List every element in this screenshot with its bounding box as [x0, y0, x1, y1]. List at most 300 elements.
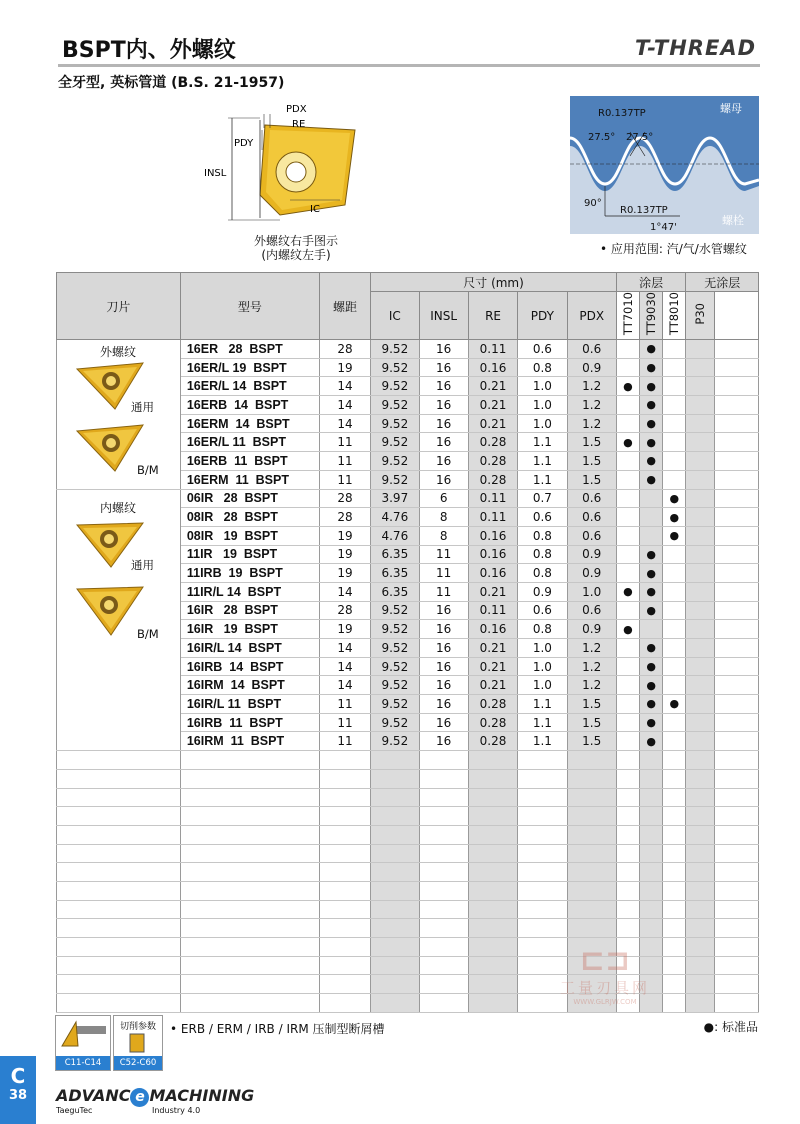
pitch-cell: 28	[319, 340, 370, 359]
empty-cell	[663, 863, 686, 882]
pdx-cell: 1.5	[567, 713, 616, 732]
insl-cell: 16	[419, 732, 468, 751]
empty-cell	[714, 900, 758, 919]
tt7010-cell	[616, 526, 639, 545]
pdy-cell: 1.1	[518, 470, 567, 489]
header-tt8010: TT8010	[667, 292, 682, 336]
ic-cell: 9.52	[371, 414, 419, 433]
empty-cell	[663, 769, 686, 788]
standard-legend: ●: 标准品	[703, 1020, 758, 1034]
empty-cell	[319, 956, 370, 975]
tt9030-cell: ●	[640, 564, 663, 583]
pdx-label: PDX	[286, 104, 307, 115]
empty-cell	[518, 825, 567, 844]
pdx-cell: 0.9	[567, 564, 616, 583]
pdy-cell: 1.0	[518, 396, 567, 415]
empty-cell	[371, 825, 419, 844]
empty-cell	[640, 751, 663, 770]
tt8010-cell	[663, 452, 686, 471]
re-cell: 0.28	[468, 713, 517, 732]
empty-cell	[319, 769, 370, 788]
tt8010-cell	[663, 639, 686, 658]
p30-cell	[686, 657, 714, 676]
re-cell: 0.16	[468, 620, 517, 639]
empty-cell	[518, 844, 567, 863]
empty-cell	[714, 751, 758, 770]
empty-cell	[714, 825, 758, 844]
tt7010-cell	[616, 639, 639, 658]
re-cell: 0.16	[468, 545, 517, 564]
empty-cell	[57, 881, 181, 900]
model-cell: 16IR 28 BSPT	[180, 601, 319, 620]
pitch-cell: 14	[319, 676, 370, 695]
p30-cell	[686, 713, 714, 732]
ref-cutting-pages: C52-C60	[114, 1056, 162, 1070]
empty-cell	[468, 919, 517, 938]
empty-cell	[319, 938, 370, 957]
re-cell: 0.21	[468, 396, 517, 415]
re-cell: 0.11	[468, 340, 517, 359]
pitch-cell: 28	[319, 489, 370, 508]
tt7010-cell	[616, 508, 639, 527]
re-cell: 0.16	[468, 526, 517, 545]
p30-cell	[686, 545, 714, 564]
tt9030-cell: ●	[640, 452, 663, 471]
advance-machining-logo	[56, 1086, 254, 1107]
pitch-cell: 14	[319, 377, 370, 396]
angle-90-label: 90°	[584, 198, 602, 209]
tt9030-cell: ●	[640, 732, 663, 751]
empty-cell	[371, 788, 419, 807]
tt7010-cell	[616, 452, 639, 471]
header-pdx: PDX	[567, 292, 616, 340]
re-cell: 0.21	[468, 582, 517, 601]
empty-row	[57, 881, 759, 900]
re-cell: 0.21	[468, 377, 517, 396]
tt8010-cell	[663, 732, 686, 751]
pdy-cell: 1.1	[518, 452, 567, 471]
tt8010-cell	[663, 377, 686, 396]
empty-cell	[714, 919, 758, 938]
external-bm-label: B/M	[137, 463, 159, 477]
tt9030-cell: ●	[640, 396, 663, 415]
page-subtitle: 全牙型, 英标管道 (B.S. 21-1957)	[58, 75, 285, 91]
ref-box-cutting[interactable]	[113, 1015, 163, 1071]
pdy-cell: 1.0	[518, 639, 567, 658]
empty-cell	[180, 863, 319, 882]
empty-cell	[714, 938, 758, 957]
empty-cell	[419, 825, 468, 844]
empty-cell	[518, 788, 567, 807]
tt8010-cell	[663, 713, 686, 732]
ic-cell: 9.52	[371, 732, 419, 751]
pdy-cell: 1.0	[518, 657, 567, 676]
pdy-cell: 1.1	[518, 713, 567, 732]
model-cell: 16ER/L 19 BSPT	[180, 358, 319, 377]
empty-cell	[686, 825, 714, 844]
empty-cell	[518, 807, 567, 826]
empty-cell	[616, 807, 639, 826]
header-re: RE	[468, 292, 517, 340]
empty-cell	[714, 807, 758, 826]
re-cell: 0.16	[468, 564, 517, 583]
empty-cell	[567, 919, 616, 938]
insl-cell: 8	[419, 526, 468, 545]
empty-cell	[468, 938, 517, 957]
empty-cell	[371, 994, 419, 1013]
tt7010-cell	[616, 657, 639, 676]
empty-cell	[468, 825, 517, 844]
logo-text-machining: MACHINING	[149, 1086, 255, 1105]
chipbreaker-note: • ERB / ERM / IRB / IRM 压制型断屑槽	[170, 1022, 385, 1036]
empty-cell	[616, 863, 639, 882]
insl-cell: 16	[419, 414, 468, 433]
pdy-cell: 0.6	[518, 508, 567, 527]
empty-cell	[319, 825, 370, 844]
pdy-cell: 0.8	[518, 545, 567, 564]
empty-cell	[371, 863, 419, 882]
tt7010-cell: ●	[616, 377, 639, 396]
tt7010-cell	[616, 358, 639, 377]
ic-cell: 9.52	[371, 396, 419, 415]
tt9030-cell: ●	[640, 414, 663, 433]
empty-cell	[640, 863, 663, 882]
pitch-cell: 19	[319, 564, 370, 583]
tt8010-cell: ●	[663, 526, 686, 545]
pdy-label: PDY	[234, 138, 254, 149]
tt7010-cell	[616, 340, 639, 359]
diagram-caption	[254, 234, 338, 262]
p30-cell	[686, 377, 714, 396]
model-cell: 16IR/L 14 BSPT	[180, 639, 319, 658]
empty-cell	[180, 994, 319, 1013]
p30-cell	[686, 414, 714, 433]
tt9030-cell: ●	[640, 582, 663, 601]
empty-cell	[468, 769, 517, 788]
watermark	[540, 945, 670, 1015]
pdx-cell: 1.5	[567, 732, 616, 751]
tt7010-cell	[616, 732, 639, 751]
header-uncoated: 无涂层	[686, 273, 759, 292]
empty-cell	[468, 844, 517, 863]
empty-cell	[640, 769, 663, 788]
tt8010-cell	[663, 582, 686, 601]
re-cell: 0.11	[468, 601, 517, 620]
tt8010-cell	[663, 358, 686, 377]
internal-bm-label: B/M	[137, 627, 159, 641]
empty-cell	[714, 863, 758, 882]
empty-cell	[468, 881, 517, 900]
pitch-cell: 11	[319, 433, 370, 452]
tt7010-cell	[616, 396, 639, 415]
page-title: BSPT内、外螺纹	[62, 38, 236, 63]
p30-cell	[686, 526, 714, 545]
header-tt7010: TT7010	[620, 292, 635, 336]
blank-cell	[714, 508, 758, 527]
ic-cell: 9.52	[371, 340, 419, 359]
tt9030-cell	[640, 508, 663, 527]
pdx-cell: 1.5	[567, 433, 616, 452]
empty-cell	[686, 994, 714, 1013]
ic-cell: 6.35	[371, 545, 419, 564]
empty-cell	[180, 751, 319, 770]
ic-cell: 3.97	[371, 489, 419, 508]
pdy-cell: 0.8	[518, 526, 567, 545]
insl-cell: 11	[419, 564, 468, 583]
logo-text-advance: ADVANC	[56, 1086, 131, 1105]
empty-cell	[419, 881, 468, 900]
empty-cell	[319, 863, 370, 882]
page-number: 38	[8, 1088, 28, 1103]
tt7010-cell	[616, 601, 639, 620]
pdx-cell: 1.5	[567, 695, 616, 714]
header-model: 型号	[180, 273, 319, 340]
pitch-cell: 14	[319, 396, 370, 415]
insl-cell: 16	[419, 713, 468, 732]
internal-category-label: 内螺纹	[99, 501, 136, 515]
empty-cell	[640, 807, 663, 826]
tt9030-cell: ●	[640, 676, 663, 695]
re-cell: 0.28	[468, 732, 517, 751]
pdx-cell: 1.2	[567, 414, 616, 433]
blank-cell	[714, 358, 758, 377]
empty-cell	[714, 956, 758, 975]
pdy-cell: 0.8	[518, 564, 567, 583]
empty-cell	[419, 807, 468, 826]
ic-cell: 9.52	[371, 620, 419, 639]
re-cell: 0.28	[468, 433, 517, 452]
tt8010-cell	[663, 340, 686, 359]
empty-cell	[686, 807, 714, 826]
empty-cell	[371, 769, 419, 788]
bolt-label: 螺栓	[722, 214, 744, 227]
empty-cell	[319, 751, 370, 770]
pdx-cell: 1.2	[567, 639, 616, 658]
tt7010-cell	[616, 414, 639, 433]
empty-cell	[57, 751, 181, 770]
empty-cell	[371, 975, 419, 994]
p30-cell	[686, 695, 714, 714]
empty-cell	[371, 751, 419, 770]
empty-cell	[714, 844, 758, 863]
empty-cell	[180, 788, 319, 807]
external-insert-panel	[57, 341, 179, 489]
model-cell: 16ERB 14 BSPT	[180, 396, 319, 415]
ic-cell: 9.52	[371, 713, 419, 732]
empty-cell	[663, 881, 686, 900]
model-cell: 16IRM 14 BSPT	[180, 676, 319, 695]
ref-box-holder[interactable]	[55, 1015, 111, 1071]
ic-cell: 9.52	[371, 377, 419, 396]
blank-cell	[714, 639, 758, 658]
tt9030-cell: ●	[640, 340, 663, 359]
tt8010-cell: ●	[663, 508, 686, 527]
model-cell: 16ER/L 11 BSPT	[180, 433, 319, 452]
empty-cell	[616, 919, 639, 938]
empty-cell	[371, 938, 419, 957]
header-pitch: 螺距	[319, 273, 370, 340]
diagram-caption-line2: (内螺纹左手)	[261, 248, 331, 262]
tt9030-cell	[640, 489, 663, 508]
insl-cell: 16	[419, 676, 468, 695]
tt9030-cell: ●	[640, 433, 663, 452]
empty-cell	[419, 919, 468, 938]
empty-cell	[468, 975, 517, 994]
empty-cell	[468, 788, 517, 807]
insl-cell: 16	[419, 358, 468, 377]
pitch-cell: 28	[319, 601, 370, 620]
internal-insert-panel	[57, 491, 179, 641]
empty-cell	[567, 751, 616, 770]
insl-cell: 16	[419, 639, 468, 658]
empty-cell	[319, 844, 370, 863]
ic-cell: 9.52	[371, 470, 419, 489]
tt7010-cell	[616, 713, 639, 732]
external-category-label: 外螺纹	[99, 345, 136, 359]
empty-cell	[180, 975, 319, 994]
blank-cell	[714, 545, 758, 564]
empty-row	[57, 769, 759, 788]
logo-e-icon: e	[130, 1088, 149, 1107]
blank-cell	[714, 620, 758, 639]
model-cell: 06IR 28 BSPT	[180, 489, 319, 508]
blank-cell	[714, 601, 758, 620]
empty-cell	[419, 751, 468, 770]
tt8010-cell	[663, 470, 686, 489]
p30-cell	[686, 340, 714, 359]
empty-cell	[468, 994, 517, 1013]
tt8010-cell: ●	[663, 489, 686, 508]
pdy-cell: 0.8	[518, 358, 567, 377]
re-cell: 0.21	[468, 676, 517, 695]
application-note: • 应用范围: 汽/气/水管螺纹	[600, 242, 747, 256]
pdy-cell: 1.0	[518, 414, 567, 433]
insl-cell: 16	[419, 340, 468, 359]
model-cell: 16ER/L 14 BSPT	[180, 377, 319, 396]
p30-cell	[686, 564, 714, 583]
blank-cell	[714, 582, 758, 601]
tt8010-cell	[663, 433, 686, 452]
re-cell: 0.21	[468, 639, 517, 658]
tt9030-cell: ●	[640, 657, 663, 676]
empty-cell	[419, 844, 468, 863]
pdy-cell: 0.7	[518, 489, 567, 508]
model-cell: 11IRB 19 BSPT	[180, 564, 319, 583]
section-page-tab	[0, 1056, 36, 1124]
pdx-cell: 1.0	[567, 582, 616, 601]
tt7010-cell	[616, 470, 639, 489]
empty-cell	[180, 919, 319, 938]
empty-cell	[319, 788, 370, 807]
re-cell: 0.28	[468, 452, 517, 471]
blank-cell	[714, 713, 758, 732]
empty-cell	[567, 881, 616, 900]
pdx-cell: 0.9	[567, 545, 616, 564]
empty-cell	[616, 881, 639, 900]
tt7010-cell	[616, 489, 639, 508]
p30-cell	[686, 433, 714, 452]
empty-cell	[319, 881, 370, 900]
blank-cell	[714, 433, 758, 452]
model-cell: 08IR 28 BSPT	[180, 508, 319, 527]
empty-cell	[567, 807, 616, 826]
empty-cell	[319, 919, 370, 938]
industry-label: Industry 4.0	[152, 1106, 201, 1115]
pitch-cell: 14	[319, 414, 370, 433]
empty-cell	[180, 825, 319, 844]
empty-cell	[640, 881, 663, 900]
ref-cutting-title: 切削参数	[119, 1022, 156, 1032]
ic-label: IC	[310, 204, 320, 215]
empty-cell	[663, 825, 686, 844]
insl-cell: 16	[419, 470, 468, 489]
model-cell: 16IRB 14 BSPT	[180, 657, 319, 676]
nut-label: 螺母	[720, 102, 742, 115]
empty-cell	[319, 994, 370, 1013]
empty-cell	[319, 807, 370, 826]
pdy-cell: 0.8	[518, 620, 567, 639]
empty-cell	[663, 919, 686, 938]
tt7010-cell	[616, 545, 639, 564]
empty-cell	[371, 900, 419, 919]
pitch-cell: 11	[319, 470, 370, 489]
empty-cell	[468, 807, 517, 826]
radius-bottom-label: R0.137TP	[620, 205, 668, 216]
empty-cell	[567, 900, 616, 919]
pdx-cell: 0.9	[567, 620, 616, 639]
empty-cell	[468, 863, 517, 882]
ic-cell: 4.76	[371, 508, 419, 527]
internal-general-label: 通用	[131, 558, 154, 572]
empty-row	[57, 844, 759, 863]
empty-cell	[518, 863, 567, 882]
pdx-cell: 0.6	[567, 526, 616, 545]
insl-cell: 16	[419, 695, 468, 714]
watermark-logo-icon: ⊏⊐	[579, 943, 631, 978]
ic-cell: 9.52	[371, 657, 419, 676]
empty-cell	[714, 881, 758, 900]
empty-row	[57, 919, 759, 938]
tt7010-cell: ●	[616, 433, 639, 452]
insl-cell: 8	[419, 508, 468, 527]
pdy-cell: 0.6	[518, 601, 567, 620]
empty-cell	[371, 919, 419, 938]
tt8010-cell	[663, 620, 686, 639]
empty-cell	[419, 769, 468, 788]
header-coated: 涂层	[616, 273, 686, 292]
empty-cell	[616, 825, 639, 844]
diagram-caption-line1: 外螺纹右手图示	[254, 234, 339, 248]
p30-cell	[686, 601, 714, 620]
re-cell: 0.21	[468, 657, 517, 676]
insl-cell: 16	[419, 433, 468, 452]
insl-cell: 16	[419, 452, 468, 471]
p30-cell	[686, 452, 714, 471]
pitch-cell: 14	[319, 657, 370, 676]
empty-cell	[518, 751, 567, 770]
empty-row	[57, 788, 759, 807]
empty-cell	[57, 919, 181, 938]
tt9030-cell: ●	[640, 695, 663, 714]
model-cell: 16IR 19 BSPT	[180, 620, 319, 639]
empty-cell	[686, 751, 714, 770]
tt8010-cell	[663, 676, 686, 695]
empty-cell	[57, 788, 181, 807]
internal-bm-insert-image	[75, 583, 145, 639]
pdx-cell: 0.6	[567, 601, 616, 620]
thread-profile-diagram	[570, 96, 759, 234]
model-cell: 16ERM 11 BSPT	[180, 470, 319, 489]
